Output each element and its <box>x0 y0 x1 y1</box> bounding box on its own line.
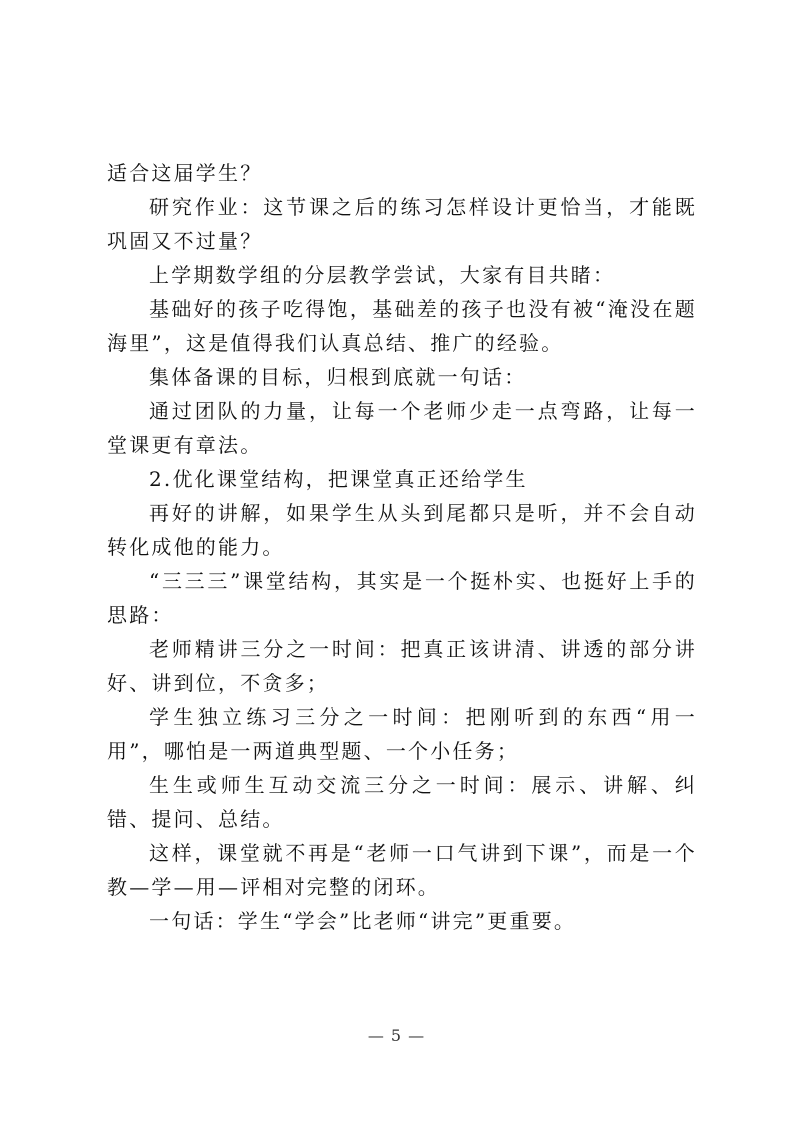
paragraph-math-group: 上学期数学组的分层教学尝试，大家有目共睹： <box>149 263 616 287</box>
section-heading: 2.优化课堂结构，把课堂真正还给学生 <box>149 467 528 491</box>
paragraph-interaction-time: 生生或师生互动交流三分之一时间：展示、讲解、纠错、提问、总结。 <box>107 773 697 831</box>
page-number: — 5 — <box>367 1026 426 1045</box>
paragraph-layered-teaching: 基础好的孩子吃得饱，基础差的孩子也没有被“淹没在题海里”，这是值得我们认真总结、推广的经验。 <box>107 297 697 355</box>
paragraph-goal-intro: 集体备课的目标，归根到底就一句话： <box>149 365 527 389</box>
paragraph-explanation: 再好的讲解，如果学生从头到尾都只是听，并不会自动转化成他的能力。 <box>107 501 697 559</box>
paragraph-continuation: 适合这届学生？ <box>107 161 263 185</box>
paragraph-homework: 研究作业：这节课之后的练习怎样设计更恰当，才能既巩固又不过量？ <box>107 195 697 253</box>
paragraph-goal: 通过团队的力量，让每一个老师少走一点弯路，让每一堂课更有章法。 <box>107 399 697 457</box>
paragraph-closed-loop: 这样，课堂就不再是“老师一口气讲到下课”，而是一个教—学—用—评相对完整的闭环。 <box>107 841 697 899</box>
paragraph-practice-time: 学生独立练习三分之一时间：把刚听到的东西“用一用”，哪怕是一两道典型题、一个小任务； <box>107 705 697 763</box>
page-body <box>107 156 697 938</box>
paragraph-structure-intro: “三三三”课堂结构，其实是一个挺朴实、也挺好上手的思路： <box>107 569 697 627</box>
paragraph-summary: 一句话：学生“学会”比老师“讲完”更重要。 <box>149 909 577 933</box>
paragraph-teacher-time: 老师精讲三分之一时间：把真正该讲清、讲透的部分讲好、讲到位，不贪多； <box>107 637 697 695</box>
